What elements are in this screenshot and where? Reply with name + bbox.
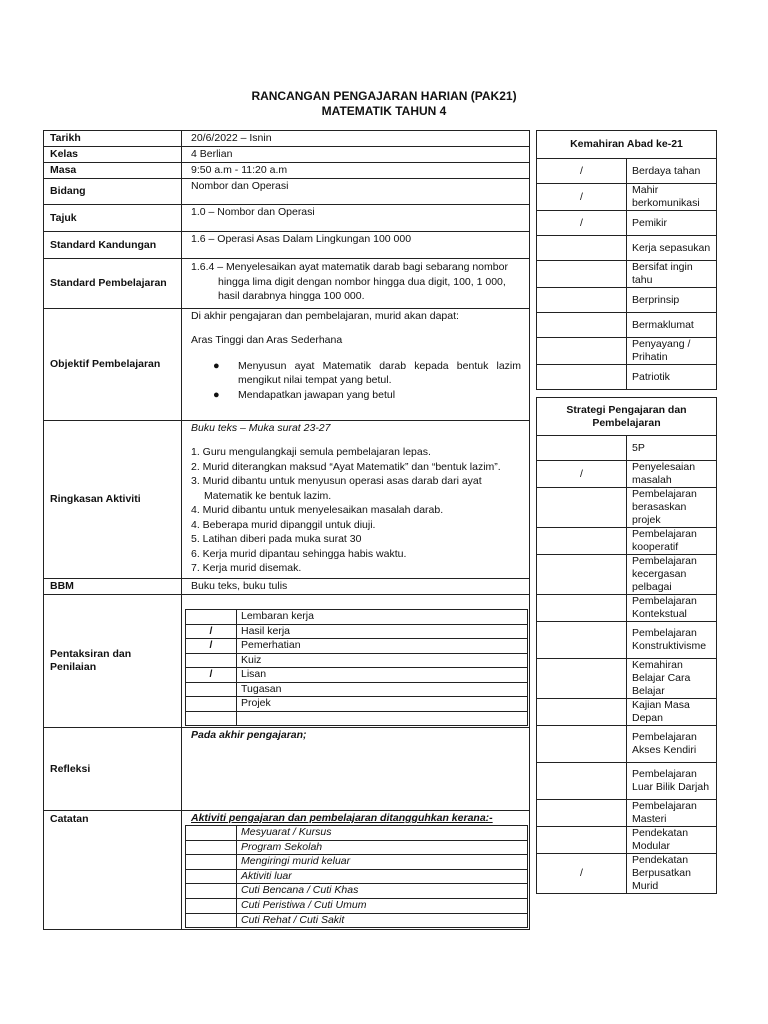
strategi-row xyxy=(537,595,717,622)
row-refleksi xyxy=(44,728,530,811)
pentaksiran-item: Hasil kerja xyxy=(237,624,528,639)
row-pentaksiran xyxy=(44,595,530,728)
pentaksiran-row xyxy=(186,624,528,639)
strategi-row xyxy=(537,699,717,726)
row-catatan xyxy=(44,811,530,930)
label-bidang: Bidang xyxy=(44,179,182,205)
value-refleksi xyxy=(182,728,530,811)
strategi-mark xyxy=(537,488,627,528)
value-standard-pembelajaran xyxy=(182,259,530,309)
ringkasan-step: 5. Latihan diberi pada muka surat 30 xyxy=(191,533,362,545)
kemahiran-header-row xyxy=(537,131,717,159)
ringkasan-step: 1. Guru mengulangkaji semula pembelajaran lepas. xyxy=(191,446,431,458)
strategi-mark xyxy=(537,555,627,595)
bullet-icon: ● xyxy=(213,389,220,401)
catatan-heading: Aktiviti pengajaran dan pembelajaran ditangguhkan kerana:- xyxy=(191,812,493,824)
kemahiran-row xyxy=(537,184,717,211)
catatan-row xyxy=(186,898,528,913)
strategi-mark: / xyxy=(537,854,627,894)
value-tarikh: 20/6/2022 – Isnin xyxy=(182,131,530,147)
value-kelas: 4 Berlian xyxy=(182,147,530,163)
catatan-item: Cuti Peristiwa / Cuti Umum xyxy=(237,898,528,913)
pentaksiran-row xyxy=(186,711,528,726)
strategi-item: Kajian Masa Depan xyxy=(627,699,717,726)
kemahiran-row xyxy=(537,211,717,236)
ringkasan-book: Buku teks – Muka surat 23-27 xyxy=(191,422,331,434)
kemahiran-row xyxy=(537,159,717,184)
value-bbm: Buku teks, buku tulis xyxy=(182,579,530,595)
row-ringkasan xyxy=(44,421,530,579)
strategi-mark xyxy=(537,436,627,461)
standard-pembelajaran-line-1: 1.6.4 – Menyelesaikan ayat matematik darab bagi sebarang nombor xyxy=(191,261,508,273)
catatan-mark xyxy=(186,898,237,913)
catatan-item: Mesyuarat / Kursus xyxy=(237,826,528,841)
catatan-mark xyxy=(186,826,237,841)
strategi-row xyxy=(537,622,717,659)
catatan-row xyxy=(186,840,528,855)
document-subtitle: MATEMATIK TAHUN 4 xyxy=(321,104,447,118)
bullet-icon: ● xyxy=(213,360,220,372)
lesson-plan-table xyxy=(43,130,530,930)
pentaksiran-item: Pemerhatian xyxy=(237,639,528,654)
strategi-mark xyxy=(537,763,627,800)
strategi-mark xyxy=(537,827,627,854)
label-bbm: BBM xyxy=(44,579,182,595)
pentaksiran-row xyxy=(186,610,528,625)
kemahiran-mark: / xyxy=(537,211,627,236)
strategi-item: Pembelajaran berasaskan projek xyxy=(627,488,717,528)
kemahiran-mark xyxy=(537,288,627,313)
strategi-item: Kemahiran Belajar Cara Belajar xyxy=(627,659,717,699)
strategi-item: Pendekatan Modular xyxy=(627,827,717,854)
kemahiran-mark: / xyxy=(537,159,627,184)
row-bbm xyxy=(44,579,530,595)
strategi-row xyxy=(537,555,717,595)
strategi-item: 5P xyxy=(627,436,717,461)
catatan-mark xyxy=(186,855,237,870)
standard-pembelajaran-line-3: hasil darabnya hingga 100 000. xyxy=(218,290,365,302)
pentaksiran-mark: / xyxy=(186,639,237,654)
strategi-row xyxy=(537,436,717,461)
pentaksiran-row xyxy=(186,682,528,697)
label-tarikh: Tarikh xyxy=(44,131,182,147)
catatan-table xyxy=(185,825,528,928)
strategi-row xyxy=(537,659,717,699)
strategi-item: Pembelajaran Luar Bilik Darjah xyxy=(627,763,717,800)
catatan-item: Aktiviti luar xyxy=(237,869,528,884)
kemahiran-row xyxy=(537,288,717,313)
kemahiran-item: Patriotik xyxy=(627,365,717,390)
catatan-item: Program Sekolah xyxy=(237,840,528,855)
kemahiran-mark xyxy=(537,338,627,365)
row-bidang xyxy=(44,179,530,205)
ringkasan-step: 3. Murid dibantu untuk menyusun operasi asas darab dari ayat xyxy=(191,475,482,487)
kemahiran-row xyxy=(537,365,717,390)
strategi-item: Penyelesaian masalah xyxy=(627,461,717,488)
strategi-row xyxy=(537,726,717,763)
value-ringkasan xyxy=(182,421,530,579)
strategi-row xyxy=(537,461,717,488)
kemahiran-row xyxy=(537,338,717,365)
pentaksiran-row xyxy=(186,639,528,654)
catatan-row xyxy=(186,869,528,884)
kemahiran-table xyxy=(536,130,717,390)
ringkasan-steps xyxy=(191,445,521,576)
value-tajuk: 1.0 – Nombor dan Operasi xyxy=(182,205,530,232)
strategi-header-row xyxy=(537,398,717,436)
label-standard-kandungan: Standard Kandungan xyxy=(44,232,182,259)
strategi-title: Strategi Pengajaran dan Pembelajaran xyxy=(537,398,717,436)
strategi-mark: / xyxy=(537,461,627,488)
pentaksiran-item: Lisan xyxy=(237,668,528,683)
kemahiran-item: Bersifat ingin tahu xyxy=(627,261,717,288)
document-title: RANCANGAN PENGAJARAN HARIAN (PAK21) xyxy=(251,89,517,103)
label-pentaksiran: Pentaksiran dan Penilaian xyxy=(44,595,182,728)
kemahiran-mark xyxy=(537,236,627,261)
kemahiran-row xyxy=(537,236,717,261)
objektif-intro: Di akhir pengajaran dan pembelajaran, murid akan dapat: xyxy=(191,310,459,322)
strategi-item: Pembelajaran kecergasan pelbagai xyxy=(627,555,717,595)
kemahiran-item: Berprinsip xyxy=(627,288,717,313)
ringkasan-step: 6. Kerja murid dipantau sehingga habis waktu. xyxy=(191,547,407,560)
objektif-level: Aras Tinggi dan Aras Sederhana xyxy=(191,334,343,346)
strategi-item: Pendekatan Berpusatkan Murid xyxy=(627,854,717,894)
kemahiran-mark xyxy=(537,365,627,390)
ringkasan-step: 2. Murid diterangkan maksud “Ayat Matematik” dan “bentuk lazim”. xyxy=(191,460,501,473)
kemahiran-item: Berdaya tahan xyxy=(627,159,717,184)
row-tarikh xyxy=(44,131,530,147)
strategi-item: Pembelajaran Akses Kendiri xyxy=(627,726,717,763)
catatan-item: Cuti Rehat / Cuti Sakit xyxy=(237,913,528,928)
ringkasan-step: Matematik ke bentuk lazim. xyxy=(204,489,332,502)
kemahiran-title: Kemahiran Abad ke-21 xyxy=(537,131,717,159)
strategi-table xyxy=(536,397,717,894)
pentaksiran-mark: / xyxy=(186,668,237,683)
row-masa xyxy=(44,163,530,179)
kemahiran-item: Penyayang / Prihatin xyxy=(627,338,717,365)
refleksi-text: Pada akhir pengajaran; xyxy=(191,729,307,741)
value-masa: 9:50 a.m - 11:20 a.m xyxy=(182,163,530,179)
kemahiran-item: Pemikir xyxy=(627,211,717,236)
label-tajuk: Tajuk xyxy=(44,205,182,232)
strategi-row xyxy=(537,854,717,894)
ringkasan-step: 4. Beberapa murid dipanggil untuk diuji. xyxy=(191,518,376,531)
strategi-mark xyxy=(537,595,627,622)
kemahiran-row xyxy=(537,261,717,288)
strategi-mark xyxy=(537,726,627,763)
strategi-mark xyxy=(537,622,627,659)
kemahiran-mark xyxy=(537,261,627,288)
kemahiran-mark: / xyxy=(537,184,627,211)
pentaksiran-row xyxy=(186,668,528,683)
kemahiran-row xyxy=(537,313,717,338)
catatan-row xyxy=(186,913,528,928)
pentaksiran-item: Lembaran kerja xyxy=(237,610,528,625)
strategi-row xyxy=(537,528,717,555)
catatan-item: Cuti Bencana / Cuti Khas xyxy=(237,884,528,899)
pentaksiran-item: Projek xyxy=(237,697,528,712)
catatan-mark xyxy=(186,884,237,899)
label-masa: Masa xyxy=(44,163,182,179)
objektif-item: ● Menyusun ayat Matematik darab kepada bentuk lazim mengikut nilai tempat yang betul. xyxy=(213,360,521,386)
catatan-mark xyxy=(186,869,237,884)
catatan-mark xyxy=(186,913,237,928)
strategi-row xyxy=(537,763,717,800)
row-tajuk xyxy=(44,205,530,232)
pentaksiran-row xyxy=(186,653,528,668)
row-standard-kandungan xyxy=(44,232,530,259)
row-kelas xyxy=(44,147,530,163)
pentaksiran-item xyxy=(237,711,528,726)
value-objektif xyxy=(182,309,530,421)
value-pentaksiran xyxy=(182,595,530,728)
pentaksiran-row xyxy=(186,697,528,712)
strategi-item: Pembelajaran kooperatif xyxy=(627,528,717,555)
strategi-item: Pembelajaran Kontekstual xyxy=(627,595,717,622)
value-bidang: Nombor dan Operasi xyxy=(182,179,530,205)
row-standard-pembelajaran xyxy=(44,259,530,309)
standard-pembelajaran-line-2: hingga lima digit dengan nombor hingga dua digit, 100, 1 000, xyxy=(218,275,506,288)
catatan-row xyxy=(186,884,528,899)
pentaksiran-mark xyxy=(186,610,237,625)
strategi-mark xyxy=(537,699,627,726)
pentaksiran-mark xyxy=(186,711,237,726)
pentaksiran-table xyxy=(185,609,528,726)
pentaksiran-item: Kuiz xyxy=(237,653,528,668)
kemahiran-item: Bermaklumat xyxy=(627,313,717,338)
ringkasan-step: 4. Murid dibantu untuk menyelesaikan masalah darab. xyxy=(191,504,444,516)
strategi-mark xyxy=(537,528,627,555)
strategi-mark xyxy=(537,659,627,699)
kemahiran-item: Kerja sepasukan xyxy=(627,236,717,261)
label-standard-pembelajaran: Standard Pembelajaran xyxy=(44,259,182,309)
catatan-item: Mengiringi murid keluar xyxy=(237,855,528,870)
catatan-mark xyxy=(186,840,237,855)
kemahiran-item: Mahir berkomunikasi xyxy=(627,184,717,211)
label-ringkasan: Ringkasan Aktiviti xyxy=(44,421,182,579)
label-objektif: Objektif Pembelajaran xyxy=(44,309,182,421)
pentaksiran-mark xyxy=(186,682,237,697)
label-refleksi: Refleksi xyxy=(44,728,182,811)
label-catatan: Catatan xyxy=(44,811,182,930)
strategi-item: Pembelajaran Masteri xyxy=(627,800,717,827)
objektif-list xyxy=(191,359,521,402)
strategi-row xyxy=(537,827,717,854)
catatan-row xyxy=(186,855,528,870)
kemahiran-mark xyxy=(537,313,627,338)
value-catatan xyxy=(182,811,530,930)
strategi-item: Pembelajaran Konstruktivisme xyxy=(627,622,717,659)
ringkasan-step: 7. Kerja murid disemak. xyxy=(191,562,302,574)
pentaksiran-mark xyxy=(186,653,237,668)
objektif-item: ● Mendapatkan jawapan yang betul xyxy=(213,389,396,401)
value-standard-kandungan: 1.6 – Operasi Asas Dalam Lingkungan 100 000 xyxy=(182,232,530,259)
pentaksiran-mark: / xyxy=(186,624,237,639)
row-objektif xyxy=(44,309,530,421)
label-kelas: Kelas xyxy=(44,147,182,163)
strategi-mark xyxy=(537,800,627,827)
pentaksiran-mark xyxy=(186,697,237,712)
pentaksiran-item: Tugasan xyxy=(237,682,528,697)
catatan-row xyxy=(186,826,528,841)
strategi-row xyxy=(537,488,717,528)
strategi-row xyxy=(537,800,717,827)
